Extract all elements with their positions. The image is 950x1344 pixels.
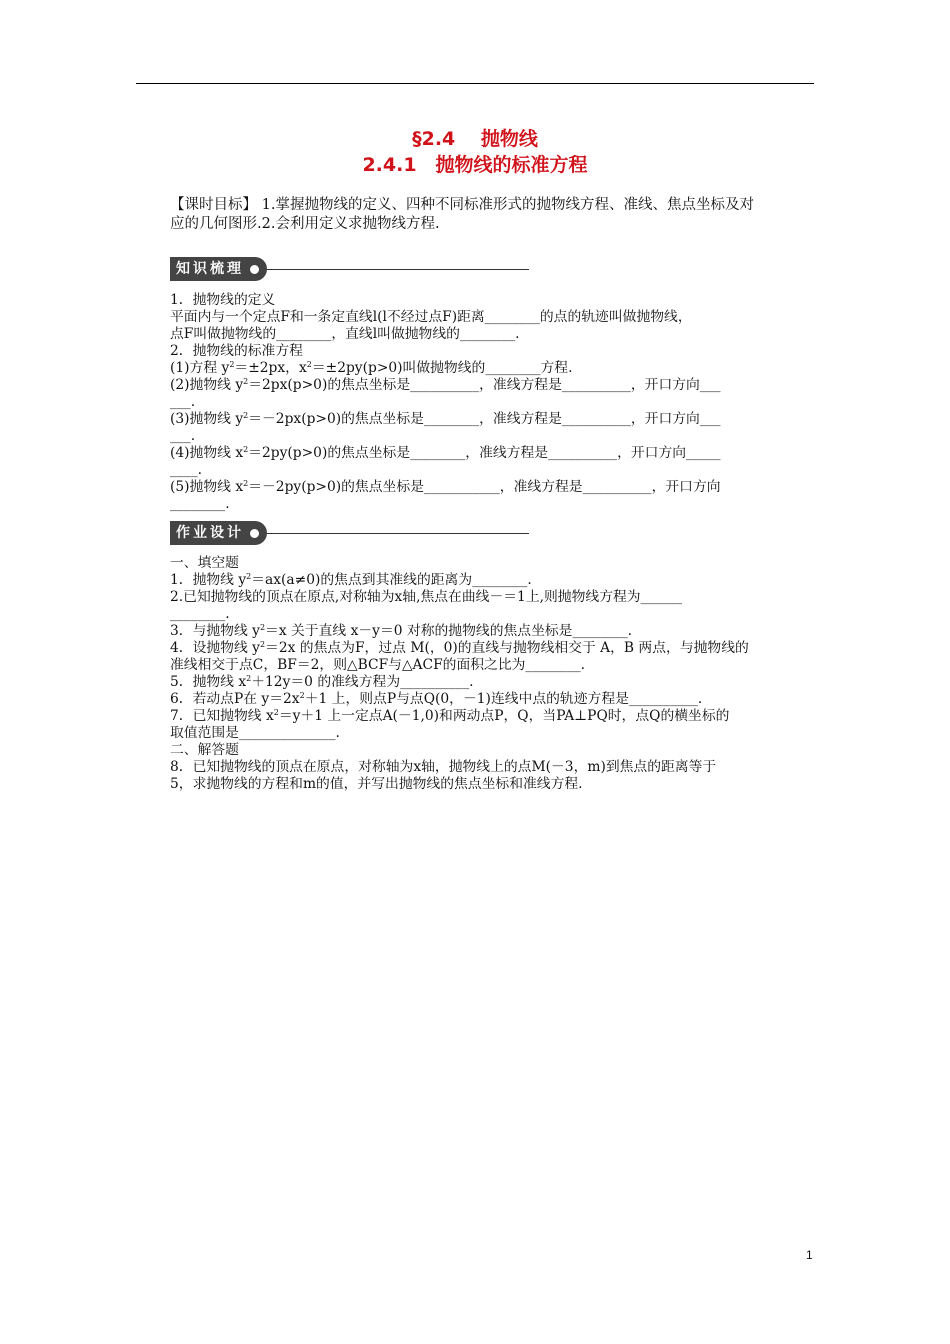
text-line: ________. bbox=[170, 606, 230, 622]
text-line: 5．抛物线 $x^2+12y=0$ 的准线方程为__________. bbox=[170, 674, 474, 690]
text-line: 4．设抛物线 $y^2=2x$ 的焦点为F，过点 M(，0)的直线与抛物线相交于 A，B 两点，与抛物线的 bbox=[170, 640, 749, 656]
text-line: (1)方程 $y^2=\pm 2px$，$x^2=\pm 2py(p>0)$叫做抛物线的________方程. bbox=[170, 360, 573, 376]
text-line: (4)抛物线 $x^2=2py(p>0)$的焦点坐标是________，准线方程是__________，开口方向_____ bbox=[170, 445, 721, 461]
text-line: 取值范围是______________. bbox=[170, 725, 340, 741]
section-rule bbox=[267, 269, 529, 270]
page-number: 1 bbox=[806, 1248, 813, 1262]
knowledge-content bbox=[170, 292, 816, 513]
knowledge-tag-label: 知识梳理 bbox=[176, 261, 244, 277]
homework-tag-label: 作业设计 bbox=[176, 525, 244, 541]
text-line: ___. bbox=[170, 394, 196, 410]
homework-content bbox=[170, 555, 816, 793]
text-line: ____. bbox=[170, 462, 202, 478]
subsection-title: 2.4.1 抛物线的标准方程 bbox=[362, 154, 588, 176]
text-line: 一、填空题 bbox=[170, 555, 239, 571]
section-rule bbox=[267, 533, 529, 534]
text-line: 5，求抛物线的方程和m的值，并写出抛物线的焦点坐标和准线方程. bbox=[170, 776, 583, 792]
goals-line-2: 应的几何图形.2.会利用定义求抛物线方程. bbox=[170, 216, 440, 232]
text-line: 1．抛物线的定义 bbox=[170, 292, 276, 308]
header-rule bbox=[136, 83, 814, 84]
text-line: 平面内与一个定点F和一条定直线l(l不经过点F)距离________的点的轨迹叫做抛物线， bbox=[170, 309, 692, 325]
text-line: (2)抛物线 $y^2=2px(p>0)$的焦点坐标是__________，准线方程是__________，开口方向___ bbox=[170, 377, 721, 393]
bullet-dot-icon bbox=[250, 529, 259, 538]
text-line: (5)抛物线 $x^2=-2py(p>0)$的焦点坐标是___________，准线方程是__________，开口方向 bbox=[170, 479, 721, 495]
text-line: ________. bbox=[170, 496, 230, 512]
text-line: 2．抛物线的标准方程 bbox=[170, 343, 303, 359]
text-line: ___. bbox=[170, 428, 196, 444]
homework-tag bbox=[170, 521, 267, 545]
text-line: 2.已知抛物线的顶点在原点,对称轴为x轴,焦点在曲线－＝1上,则抛物线方程为______ bbox=[170, 589, 682, 605]
homework-section-header bbox=[170, 521, 529, 545]
section-title: §2.4 抛物线 bbox=[412, 128, 538, 150]
text-line: 3．与抛物线 $y^2=x$ 关于直线 x－y＝0 对称的抛物线的焦点坐标是________. bbox=[170, 623, 633, 639]
bullet-dot-icon bbox=[250, 265, 259, 274]
lesson-goals bbox=[170, 196, 815, 234]
text-line: 7．已知抛物线 $x^2=y+1$ 上一定点A(－1,0)和两动点P，Q，当PA⊥PQ时，点Q的横坐标的 bbox=[170, 708, 730, 724]
goals-line-1: 【课时目标】 1.掌握抛物线的定义、四种不同标准形式的抛物线方程、准线、焦点坐标及对 bbox=[170, 197, 754, 213]
text-line: 6．若动点P在 $y=2x^2+1$ 上，则点P与点Q(0，－1)连线中点的轨迹方程是__________. bbox=[170, 691, 703, 707]
knowledge-section-header bbox=[170, 257, 529, 281]
text-line: 准线相交于点C，BF＝2，则△BCF与△ACF的面积之比为________. bbox=[170, 657, 586, 673]
text-line: (3)抛物线 $y^2=-2px(p>0)$的焦点坐标是________，准线方程是__________，开口方向___ bbox=[170, 411, 721, 427]
text-line: 8．已知抛物线的顶点在原点，对称轴为x轴，抛物线上的点M(－3，m)到焦点的距离等于 bbox=[170, 759, 717, 775]
text-line: 点F叫做抛物线的________，直线l叫做抛物线的________. bbox=[170, 326, 520, 342]
text-line: 二、解答题 bbox=[170, 742, 239, 758]
knowledge-tag bbox=[170, 257, 267, 281]
text-line: 1．抛物线 $y^2=ax(a\ne 0)$的焦点到其准线的距离为________. bbox=[170, 572, 532, 588]
